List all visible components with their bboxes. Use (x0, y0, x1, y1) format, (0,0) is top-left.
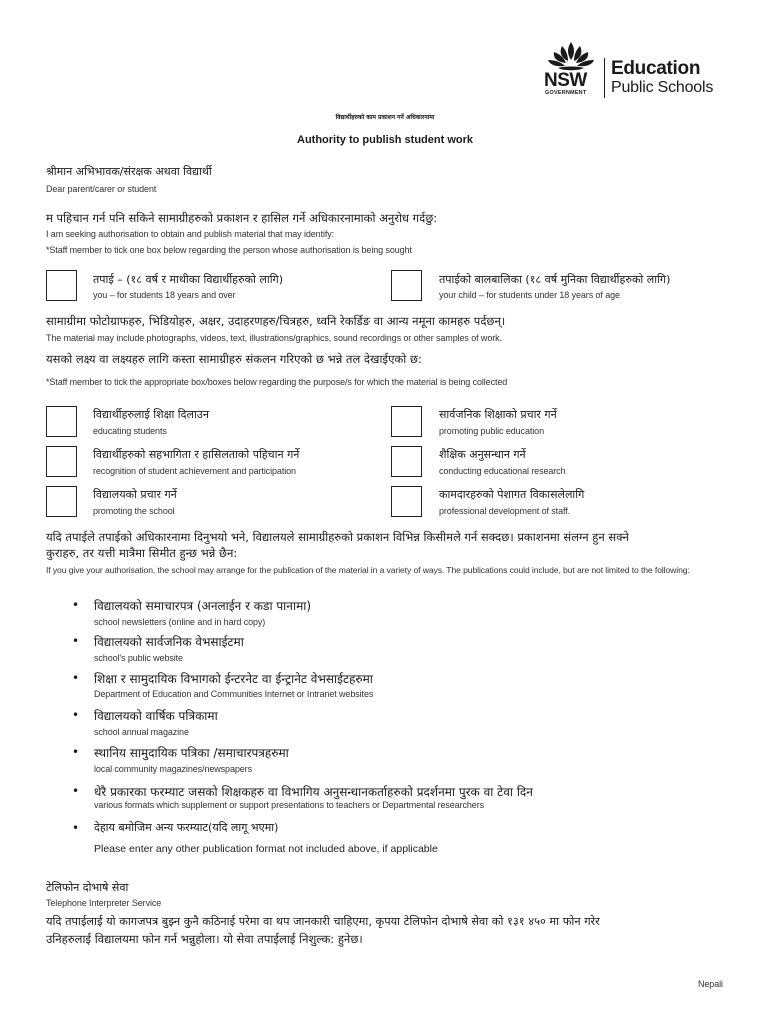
publication-item-english: local community magazines/newspapers (94, 764, 252, 774)
purpose-option-nepali: कामदारहरुको पेशागत विकासलेलागि (439, 488, 585, 501)
option-child-nepali: तपाईको बालबालिका (१८ वर्ष मुनिका विद्यार्थीहरुको लागि) (439, 273, 671, 286)
logo-divider (604, 58, 605, 98)
checkbox-promoting-school[interactable] (46, 486, 77, 517)
footer-language: Nepali (698, 979, 723, 989)
checkbox-your-child[interactable] (391, 270, 422, 301)
purpose-option-english: professional development of staff. (439, 506, 571, 516)
purpose-option-english: promoting public education (439, 426, 544, 436)
bullet: • (72, 671, 80, 685)
publication-item-nepali: विद्यालयको वार्षिक पत्रिकामा (94, 709, 218, 723)
publication-item-nepali: स्थानिय सामुदायिक पत्रिका /समाचारपत्रहरुमा (94, 746, 289, 760)
purpose-option-nepali: सार्वजनिक शिक्षाको प्रचार गर्ने (439, 408, 557, 421)
publication-item-nepali: विद्यालयको समाचारपत्र (अनलाईन र कडा पानामा) (94, 599, 312, 613)
purpose-option-nepali: शैक्षिक अनुसन्धान गर्ने (439, 448, 526, 461)
authorisation-nepali-line-2: कुराहरु, तर यत्ती मात्रैमा सिमीत हुन्छ भन्ने छैन: (46, 546, 238, 560)
option-child-english: your child – for students under 18 years of age (439, 290, 620, 300)
authorisation-nepali-line-1: यदि तपाईले तपाईको अधिकारनामा दिनुभयो भने, विद्यालयले सामाग्रीहरुको प्रकाशन विभिन्न किसीमले गर्न सक्दछ। प्रकाशनमा संलग्न हुन सक्ने (46, 530, 629, 544)
page-title-english: Authority to publish student work (297, 134, 473, 146)
checkbox-promoting-public-education[interactable] (391, 406, 422, 437)
publication-item-english: school newsletters (online and in hard copy) (94, 617, 266, 627)
material-english: The material may include photographs, videos, text, illustrations/graphics, sound recordings or other samples of work. (46, 333, 502, 343)
interpreter-heading-english: Telephone Interpreter Service (46, 898, 162, 908)
waratah-icon (540, 40, 602, 74)
page-title-nepali: विद्यार्थीहरुको काम प्रकाशन गर्ने अधिकारनामा (335, 114, 435, 121)
interpreter-heading-nepali: टेलिफोन दोभाषे सेवा (46, 881, 129, 894)
bullet: • (72, 821, 80, 835)
checkbox-professional-development[interactable] (391, 486, 422, 517)
intro-english-1: I am seeking authorisation to obtain and publish material that may identify: (46, 229, 335, 239)
salutation-nepali: श्रीमान अभिभावक/संरक्षक अथवा विद्यार्थी (46, 165, 212, 178)
intro-nepali: म पहिचान गर्न पनि सकिने सामाग्रीहरुको प्रकाशन र हासिल गर्ने अधिकारनामाको अनुरोध गर्दछु: (46, 211, 438, 225)
publication-item-nepali: विद्यालयको सार्वजनिक वेभसाईटमा (94, 635, 244, 649)
bullet: • (72, 598, 80, 612)
purpose-option-english: educating students (93, 426, 167, 436)
interpreter-nepali-line-2: उनिहरुलाई विद्यालयमा फोन गर्न भन्नुहोला। यो सेवा तपाईलाई निशुल्क: हुनेछ। (46, 932, 363, 946)
purpose-option-english: promoting the school (93, 506, 175, 516)
purpose-option-english: conducting educational research (439, 466, 566, 476)
checkbox-educational-research[interactable] (391, 446, 422, 477)
publication-item-english: school's public website (94, 653, 183, 663)
nsw-wordmark: NSW (544, 70, 587, 91)
purpose-option-nepali: विद्यार्थीहरुलाई शिक्षा दिलाउन (93, 408, 209, 421)
option-you-nepali: तपाई – (१८ वर्ष र माथीका विद्यार्थीहरुको लागि) (93, 273, 284, 286)
bullet: • (72, 634, 80, 648)
bullet: • (72, 708, 80, 722)
publication-item-english: various formats which supplement or support presentations to teachers or Departmental researchers (94, 800, 484, 810)
bullet: • (72, 745, 80, 759)
bullet: • (72, 784, 80, 798)
purpose-option-nepali: विद्यालयको प्रचार गर्ने (93, 488, 177, 501)
purpose-nepali: यसको लक्ष्य वा लक्ष्यहरु लागि कस्ता सामाग्रीहरु संकलन गरिएको छ भन्ने तल देखाईएको छ: (46, 352, 422, 366)
option-you-english: you – for students 18 years and over (93, 290, 236, 300)
authorisation-english: If you give your authorisation, the school may arrange for the publication of the material in a variety of ways. The publications could include, but are not limited to the following: (46, 565, 690, 575)
publication-item-english: school annual magazine (94, 727, 189, 737)
publication-item-nepali: धेरै प्रकारका फरम्याट जसको शिक्षकहरु वा विभागिय अनुसन्धानकर्ताहरुको प्रदर्शनमा पुरक वा टेवा दिन (94, 785, 533, 799)
salutation-english: Dear parent/carer or student (46, 184, 157, 194)
intro-english-2: *Staff member to tick one box below regarding the person whose authorisation is being sought (46, 245, 412, 255)
publication-item-english: Department of Education and Communities Internet or Intranet websites (94, 689, 374, 699)
nsw-logo (540, 40, 602, 98)
publication-item-nepali: शिक्षा र सामुदायिक विभागको ईन्टरनेट वा ईन्ट्रानेट वेभसाईटहरुमा (94, 672, 373, 686)
purpose-english: *Staff member to tick the appropriate box/boxes below regarding the purpose/s for which the material is being collected (46, 377, 508, 387)
purpose-option-english: recognition of student achievement and participation (93, 466, 296, 476)
public-schools-wordmark: Public Schools (611, 79, 714, 96)
government-wordmark: GOVERNMENT (545, 90, 587, 96)
checkbox-you[interactable] (46, 270, 77, 301)
interpreter-nepali-line-1: यदि तपाईलाई यो कागजपत्र बुझ्न कुनै कठिनाई परेमा वा थप जानकारी चाहिएमा, कृपया टेलिफोन दोभाषे सेवा को १३१ ४५० मा फोन गरेर (46, 915, 600, 928)
education-wordmark: Education (611, 58, 701, 79)
checkbox-recognition-achievement[interactable] (46, 446, 77, 477)
purpose-option-nepali: विद्यार्थीहरुको सहभागिता र हासिलताको पहिचान गर्ने (93, 448, 300, 461)
checkbox-educating-students[interactable] (46, 406, 77, 437)
other-format-instruction: Please enter any other publication format not included above, if applicable (94, 843, 438, 855)
material-nepali: सामाग्रीमा फोटोग्राफहरु, भिडियोहरु, अक्षर, उदाहरणहरु/चित्रहरु, ध्वनि रेकर्डिङ वा आन्य नमूना कामहरु पर्दछन्। (46, 314, 506, 328)
publication-item-nepali: देहाय बमोजिम अन्य फरम्याट(यदि लागू भएमा) (94, 821, 279, 834)
